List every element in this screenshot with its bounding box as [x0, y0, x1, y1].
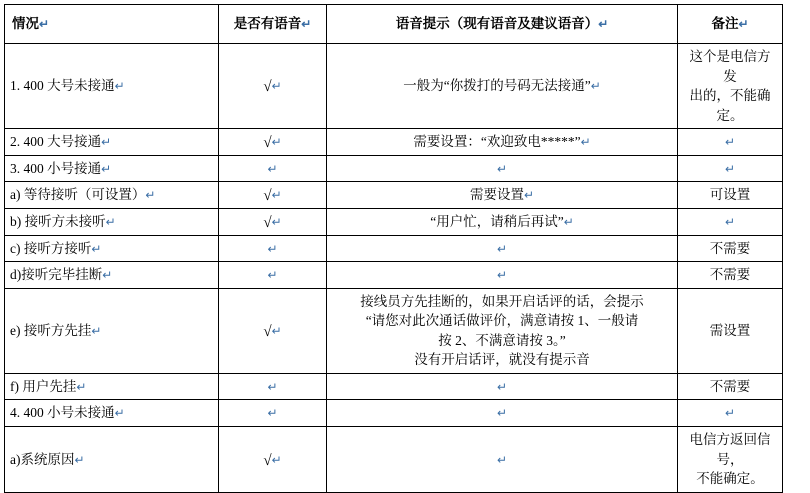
pilcrow-icon: ↵ — [271, 214, 282, 229]
pilcrow-icon: ↵ — [271, 323, 282, 338]
pilcrow-icon: ↵ — [39, 17, 50, 32]
pilcrow-icon: ↵ — [496, 241, 508, 256]
cell-prompt — [327, 400, 678, 427]
check-icon: √ — [263, 188, 272, 205]
header-prompt-label: 语音提示（现有语音及建议语音） — [395, 16, 599, 32]
cell-prompt — [327, 182, 678, 209]
remark-line: 这个是电信方发 — [689, 49, 771, 84]
cell-remark — [678, 288, 783, 373]
pilcrow-icon: ↵ — [267, 268, 278, 283]
cell-prompt — [327, 373, 678, 400]
table-row — [5, 400, 783, 427]
table-row — [5, 44, 783, 129]
pilcrow-icon: ↵ — [101, 161, 112, 176]
pilcrow-icon: ↵ — [580, 135, 591, 150]
cell-prompt — [327, 208, 678, 235]
pilcrow-icon: ↵ — [102, 268, 113, 283]
pilcrow-icon: ↵ — [724, 214, 736, 229]
table-row — [5, 427, 783, 493]
pilcrow-icon: ↵ — [91, 323, 102, 338]
check-icon: √ — [263, 79, 272, 96]
pilcrow-icon: ↵ — [738, 17, 749, 32]
pilcrow-icon: ↵ — [114, 79, 125, 94]
prompt-text: “用户忙，请稍后再试” — [430, 213, 564, 229]
cell-has-voice — [219, 400, 327, 427]
pilcrow-icon: ↵ — [271, 135, 282, 150]
remark-line: 出的，不能确定。 — [689, 88, 771, 123]
cell-situation — [5, 262, 219, 289]
prompt-line: 没有开启话评，就没有提示音 — [414, 352, 590, 368]
header-remark-label: 备注 — [711, 16, 739, 32]
situation-label: a) 等待接听（可设置） — [10, 187, 146, 203]
situation-label: a)系统原因 — [10, 451, 75, 467]
header-remark — [678, 5, 783, 44]
prompt-line: “请您对此次通话做评价，满意请按 1、一般请 — [365, 313, 639, 329]
pilcrow-icon: ↵ — [271, 452, 282, 467]
cell-situation — [5, 373, 219, 400]
pilcrow-icon: ↵ — [590, 79, 601, 94]
cell-situation — [5, 44, 219, 129]
pilcrow-icon: ↵ — [145, 188, 156, 203]
pilcrow-icon: ↵ — [301, 17, 312, 32]
header-has-voice-label: 是否有语音 — [233, 16, 302, 32]
prompt-line: 按 2、不满意请按 3。” — [438, 332, 566, 348]
cell-prompt — [327, 129, 678, 156]
table-row — [5, 288, 783, 373]
table-row — [5, 262, 783, 289]
pilcrow-icon: ↵ — [523, 188, 535, 203]
cell-situation — [5, 129, 219, 156]
pilcrow-icon: ↵ — [105, 214, 116, 229]
cell-remark — [678, 208, 783, 235]
cell-situation — [5, 155, 219, 182]
remark-text: 不需要 — [709, 267, 751, 283]
situation-label: c) 接听方接听 — [10, 240, 92, 256]
cell-remark — [678, 129, 783, 156]
cell-situation — [5, 235, 219, 262]
cell-prompt — [327, 262, 678, 289]
cell-has-voice — [219, 44, 327, 129]
cell-remark — [678, 373, 783, 400]
pilcrow-icon: ↵ — [724, 161, 736, 176]
remark-line: 不能确定。 — [696, 471, 764, 487]
situation-label: 4. 400 小号未接通 — [10, 405, 115, 421]
cell-has-voice — [219, 155, 327, 182]
pilcrow-icon: ↵ — [496, 406, 508, 421]
header-situation-label: 情况 — [12, 16, 39, 32]
prompt-text: 需要设置 — [469, 187, 524, 203]
pilcrow-icon: ↵ — [101, 135, 112, 150]
pilcrow-icon: ↵ — [91, 241, 102, 256]
situation-label: d)接听完毕挂断 — [10, 267, 103, 283]
situation-label: e) 接听方先挂 — [10, 322, 92, 338]
cell-remark — [678, 182, 783, 209]
cell-prompt — [327, 44, 678, 129]
check-icon: √ — [263, 452, 272, 469]
cell-situation — [5, 182, 219, 209]
cell-prompt — [327, 155, 678, 182]
cell-has-voice — [219, 427, 327, 493]
cell-situation — [5, 400, 219, 427]
pilcrow-icon: ↵ — [496, 161, 508, 176]
header-situation — [5, 5, 219, 44]
situation-label: 1. 400 大号未接通 — [10, 78, 115, 94]
pilcrow-icon: ↵ — [271, 188, 282, 203]
pilcrow-icon: ↵ — [267, 161, 278, 176]
remark-text: 需设置 — [709, 322, 751, 338]
prompt-line: 接线员方先挂断的，如果开启话评的话，会提示 — [360, 293, 644, 309]
cell-situation — [5, 288, 219, 373]
remark-text: 不需要 — [709, 378, 751, 394]
pilcrow-icon: ↵ — [74, 452, 85, 467]
cell-prompt — [327, 427, 678, 493]
check-icon: √ — [263, 323, 272, 340]
table-row — [5, 235, 783, 262]
pilcrow-icon: ↵ — [563, 214, 574, 229]
situation-label: b) 接听方未接听 — [10, 213, 106, 229]
pilcrow-icon: ↵ — [496, 452, 508, 467]
prompt-text: 一般为“你拨打的号码无法接通” — [403, 78, 591, 94]
cell-has-voice — [219, 235, 327, 262]
cell-remark — [678, 400, 783, 427]
cell-has-voice — [219, 208, 327, 235]
cell-has-voice — [219, 262, 327, 289]
cell-remark — [678, 155, 783, 182]
cell-remark — [678, 262, 783, 289]
table-header-row — [5, 5, 783, 44]
situation-label: f) 用户先挂 — [10, 378, 77, 394]
pilcrow-icon: ↵ — [267, 406, 278, 421]
table-row — [5, 182, 783, 209]
header-prompt — [327, 5, 678, 44]
cell-prompt — [327, 288, 678, 373]
cell-has-voice — [219, 288, 327, 373]
cell-prompt — [327, 235, 678, 262]
table-row — [5, 129, 783, 156]
prompt-text: 需要设置：“欢迎致电*****” — [413, 134, 581, 150]
voice-prompt-table — [4, 4, 783, 493]
pilcrow-icon: ↵ — [114, 406, 125, 421]
remark-line: 电信方返回信号， — [689, 432, 771, 467]
pilcrow-icon: ↵ — [76, 379, 87, 394]
cell-situation — [5, 427, 219, 493]
cell-remark — [678, 427, 783, 493]
cell-has-voice — [219, 373, 327, 400]
situation-label: 3. 400 小号接通 — [10, 160, 102, 176]
header-has-voice — [219, 5, 327, 44]
table-row — [5, 155, 783, 182]
situation-label: 2. 400 大号接通 — [10, 134, 102, 150]
cell-remark — [678, 235, 783, 262]
check-icon: √ — [263, 214, 272, 231]
document-page — [0, 4, 810, 489]
table-row — [5, 373, 783, 400]
pilcrow-icon: ↵ — [271, 79, 282, 94]
pilcrow-icon: ↵ — [496, 268, 508, 283]
pilcrow-icon: ↵ — [724, 406, 736, 421]
pilcrow-icon: ↵ — [598, 17, 609, 32]
pilcrow-icon: ↵ — [496, 379, 508, 394]
table-row — [5, 208, 783, 235]
pilcrow-icon: ↵ — [267, 241, 278, 256]
cell-has-voice — [219, 182, 327, 209]
cell-situation — [5, 208, 219, 235]
remark-text: 不需要 — [709, 240, 751, 256]
pilcrow-icon: ↵ — [267, 379, 278, 394]
cell-remark — [678, 44, 783, 129]
pilcrow-icon: ↵ — [724, 135, 736, 150]
cell-has-voice — [219, 129, 327, 156]
check-icon: √ — [263, 135, 272, 152]
remark-text: 可设置 — [709, 187, 751, 203]
